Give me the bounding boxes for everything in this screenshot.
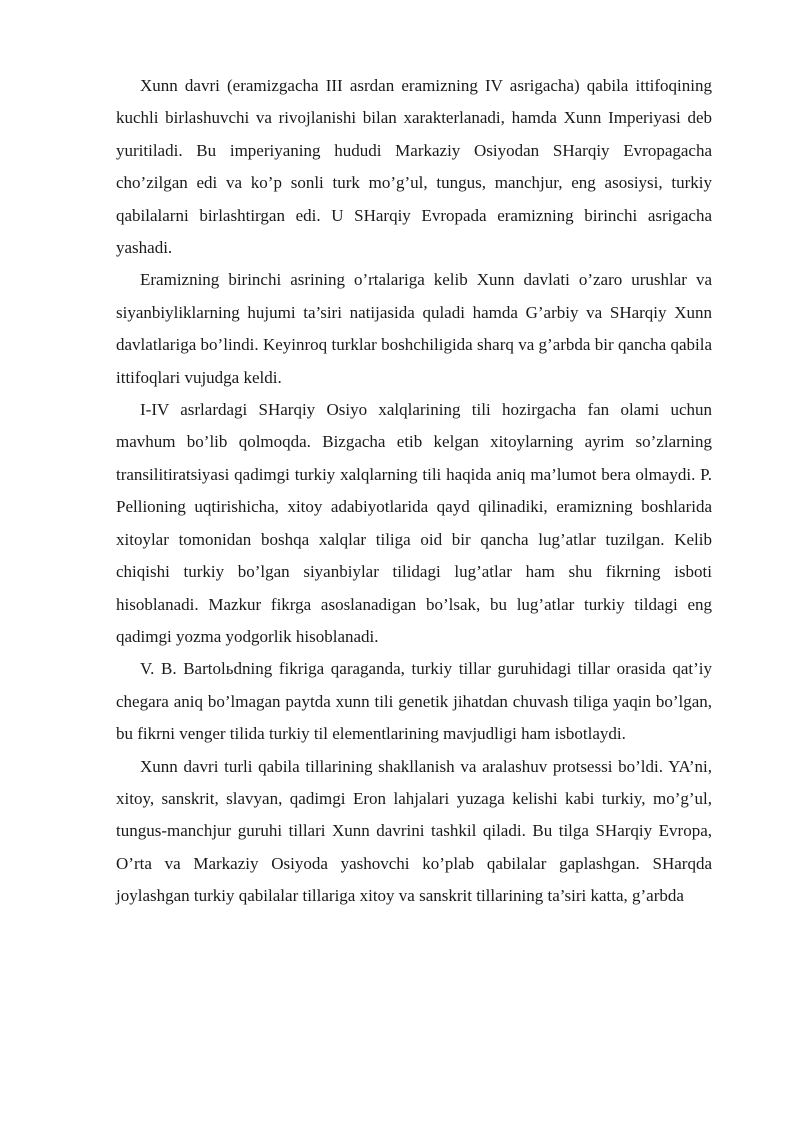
paragraph: V. B. Bartolьdning fikriga qaraganda, turkiy tillar guruhidagi tillar orasida qat’iy chegara aniq bo’lmagan paytda xunn tili genetik jihatdan chuvash tiliga yaqin bo’lgan, bu fikrni venger tilida turkiy til elementlarining mavjudligi ham isbotlaydi. (116, 659, 712, 744)
paragraph: Eramizning birinchi asrining o’rtalariga kelib Xunn davlati o’zaro urushlar va siyanbiyliklarning hujumi ta’siri natijasida quladi hamda G’arbiy va SHarqiy Xunn davlatlariga bo’lindi. Keyinroq turklar boshchiligida sharq va g’arbda bir qancha qabila ittifoqlari vujudga keldi. (116, 270, 712, 387)
document-page (116, 70, 712, 913)
paragraph: Xunn davri turli qabila tillarining shakllanish va aralashuv protsessi bo’ldi. YA’ni, xitoy, sanskrit, slavyan, qadimgi Eron lahjalari yuzaga kelishi kabi turkiy, mo’g’ul, tungus-manchjur guruhi tillari Xunn davrini tashkil qiladi. Bu tilga SHarqiy Evropa, O’rta va Markaziy Osiyoda yashovchi ko’plab qabilalar gaplashgan. SHarqda joylashgan turkiy qabilalar tillariga xitoy va sanskrit tillarining ta’siri katta, g’arbda (116, 756, 712, 906)
paragraph: I-IV asrlardagi SHarqiy Osiyo xalqlarining tili hozirgacha fan olami uchun mavhum bo’lib qolmoqda. Bizgacha etib kelgan xitoylarning ayrim so’zlarning transilitiratsiyasi qadimgi turkiy xalqlarning tili haqida aniq ma’lumot bera olmaydi. P. Pellioning uqtirishicha, xitoy adabiyotlarida qayd qilinadiki, eramizning boshlarida xitoylar tomonidan boshqa xalqlar tiliga oid bir qancha lug’atlar tuzilgan. Kelib chiqishi turkiy bo’lgan siyanbiylar tilidagi lug’atlar ham shu fikrning isboti hisoblanadi. Mazkur fikrga asoslanadigan bo’lsak, bu lug’atlar turkiy tildagi eng qadimgi yozma yodgorlik hisoblanadi. (116, 400, 712, 646)
paragraph: Xunn davri (eramizgacha III asrdan eramizning IV asrigacha) qabila ittifoqining kuchli birlashuvchi va rivojlanishi bilan xarakterlanadi, hamda Xunn Imperiyasi deb yuritiladi. Bu imperiyaning hududi Markaziy Osiyodan SHarqiy Evropagacha cho’zilgan edi va ko’p sonli turk mo’g’ul, tungus, manchjur, eng asosiysi, turkiy qabilalarni birlashtirgan edi. U SHarqiy Evropada eramizning birinchi asrigacha yashadi. (116, 76, 712, 258)
